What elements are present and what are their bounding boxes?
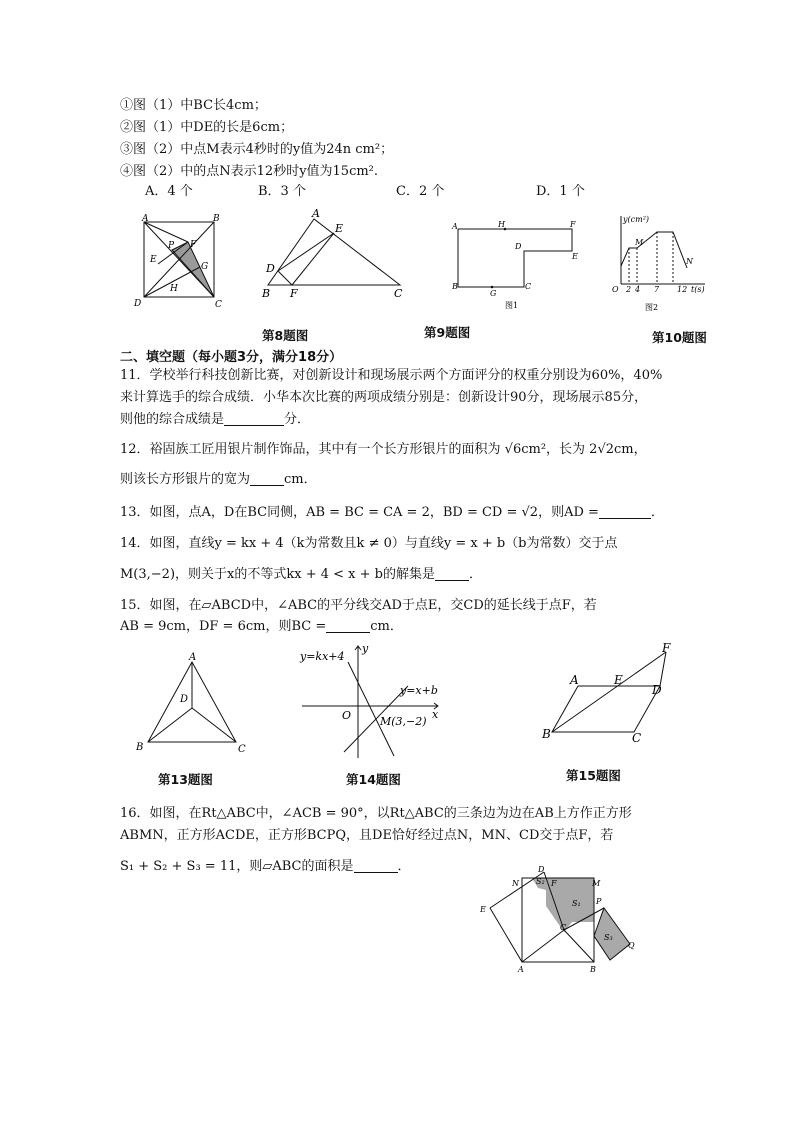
figure-point-label: E (614, 673, 623, 687)
figure-point-label: O (342, 709, 352, 722)
figure-point-label: A (518, 965, 524, 974)
figure-point-label: y=kx+4 (300, 650, 345, 663)
section-2-heading: 二、填空题（每小题3分，满分18分） (120, 350, 343, 365)
figure-point-label: C (238, 744, 246, 755)
figure-point-label: G (201, 262, 209, 272)
statement-4: ④图（2）中的点N表示12秒时y值为15cm². (120, 164, 379, 179)
q11-line2: 来计算选手的综合成绩．小华本次比赛的两项成绩分别是：创新设计90分，现场展示85分， (120, 390, 648, 405)
q15-line2: AB = 9cm，DF = 6cm，则BC = cm． (120, 619, 403, 634)
figure-point-label: D (134, 299, 142, 308)
figure-point-label: B (136, 742, 144, 753)
figure-point-label: B (262, 287, 271, 300)
figure-point-label: E (150, 255, 157, 265)
figure-10 (603, 212, 713, 316)
figure-point-label: D (180, 694, 189, 705)
caption-q13: 第13题图 (158, 772, 213, 787)
q16-line2: ABMN，正方形ACDE，正方形BCPQ，且DE恰好经过点N，MN、CD交于点F，若 (120, 828, 614, 843)
figure-point-label: D (652, 683, 662, 697)
figure-point-label: D (538, 865, 545, 874)
figure-9 (448, 215, 588, 315)
statement-3: ③图（2）中点M表示4秒时的y值为24n cm²； (120, 142, 394, 157)
q12-line1: 12．裕固族工匠用银片制作饰品，其中有一个长方形银片的面积为 √6cm²，长为 2√2cm， (120, 442, 647, 457)
figure-point-label: M (592, 879, 601, 888)
q11-line1: 11．学校举行科技创新比赛，对创新设计和现场展示两个方面评分的权重分别设为60%，40% (120, 368, 663, 383)
figure-point-label: 图1 (505, 301, 519, 310)
figure-point-label: F (551, 879, 557, 888)
q13-line: 13．如图，点A，D在BC同侧，AB = BC = CA = 2，BD = CD = √2，则AD = ． (120, 505, 664, 520)
figure-point-label: 7 (654, 285, 660, 294)
option-c: C．2 个 (396, 184, 445, 199)
figure-point-label: x (432, 708, 439, 721)
figure-point-label: B (542, 727, 551, 741)
figure-15 (536, 640, 686, 748)
figure-point-label: 12 (677, 285, 688, 294)
figure-point-label: B (590, 965, 596, 974)
option-d: D．1 个 (536, 184, 585, 199)
answer-blank (250, 471, 284, 486)
q14-line1: 14．如图，直线y = kx + 4（k为常数且k ≠ 0）与直线y = x + b（b为常数）交于点 (120, 536, 618, 551)
figure-point-label: C (632, 731, 642, 745)
figure-8-square (130, 212, 230, 308)
answer-blank (224, 411, 284, 426)
figure-point-label: D (515, 242, 522, 251)
answer-blank (326, 618, 370, 633)
q14-line2: M(3,−2)，则关于x的不等式kx + 4 < x + b的解集是 ． (120, 567, 482, 582)
figure-16 (474, 862, 644, 978)
q15-line1: 15．如图，在▱ABCD中，∠ABC的平分线交AD于点E，交CD的延长线于点F，若 (120, 598, 597, 613)
figure-point-label: H (498, 220, 505, 229)
figure-point-label: S₂ (536, 877, 545, 886)
statement-2: ②图（1）中DE的长是6cm； (120, 120, 294, 135)
statement-1: ①图（1）中BC长4cm； (120, 98, 267, 113)
figure-point-label: O (612, 285, 619, 294)
figure-point-label: 4 (635, 285, 641, 294)
figure-point-label: E (335, 222, 344, 235)
figure-point-label: y=x+b (400, 684, 438, 697)
label-a: A (142, 214, 149, 224)
figure-point-label: C (525, 282, 532, 291)
figure-point-label: B (213, 214, 220, 224)
option-b: B．3 个 (258, 184, 306, 199)
figure-point-label: F (190, 240, 197, 250)
figure-point-label: S₃ (604, 933, 613, 942)
figure-point-label: E (572, 252, 578, 261)
figure-point-label: M (635, 238, 644, 247)
caption-q8: 第8题图 (262, 328, 309, 343)
figure-point-label: A (452, 222, 458, 231)
figure-point-label: y(cm²) (623, 215, 650, 224)
figure-point-label: P (168, 241, 175, 251)
figure-point-label: A (189, 652, 197, 663)
figure-point-label: S₁ (572, 899, 581, 908)
figure-point-label: Q (628, 941, 635, 950)
figure-point-label: P (596, 897, 602, 906)
caption-q15: 第15题图 (566, 768, 621, 783)
figure-point-label: t(s) (691, 285, 705, 294)
figure-point-label: D (266, 262, 275, 275)
caption-q10: 第10题图 (652, 330, 707, 345)
figure-point-label: G (490, 289, 497, 298)
q16-line3: S₁ + S₂ + S₃ = 11，则▱ABC的面积是 ． (120, 859, 411, 874)
figure-point-label: 2 (626, 285, 632, 294)
figure-point-label: C (215, 300, 222, 308)
figure-8-triangle (256, 205, 411, 305)
figure-point-label: A (312, 207, 320, 220)
answer-blank (435, 566, 469, 581)
q12-line2: 则该长方形银片的宽为 cm． (120, 472, 317, 487)
figure-point-label: C (394, 287, 403, 300)
figure-13 (130, 648, 255, 758)
figure-point-label: A (570, 673, 579, 687)
figure-point-label: H (170, 284, 178, 294)
figure-point-label: 图2 (645, 303, 659, 312)
caption-q14: 第14题图 (346, 772, 401, 787)
answer-blank (354, 858, 398, 873)
figure-point-label: M(3,−2) (380, 715, 427, 728)
figure-point-label: N (512, 879, 519, 888)
figure-point-label: F (662, 641, 671, 655)
option-a: A．4 个 (145, 184, 193, 199)
answer-blank (599, 504, 651, 519)
figure-point-label: F (570, 220, 576, 229)
caption-q9: 第9题图 (424, 325, 471, 340)
figure-point-label: y (362, 642, 369, 655)
q11-line3: 则他的综合成绩是 分． (120, 412, 311, 427)
figure-point-label: B (452, 282, 458, 291)
figure-point-label: N (686, 257, 693, 266)
figure-point-label: E (480, 905, 486, 914)
figure-14 (296, 640, 446, 762)
q16-line1: 16．如图，在Rt△ABC中，∠ACB = 90°，以Rt△ABC的三条边为边在AB上方作正方形 (120, 806, 632, 821)
figure-point-label: F (290, 287, 298, 300)
figure-point-label: C (560, 923, 567, 932)
